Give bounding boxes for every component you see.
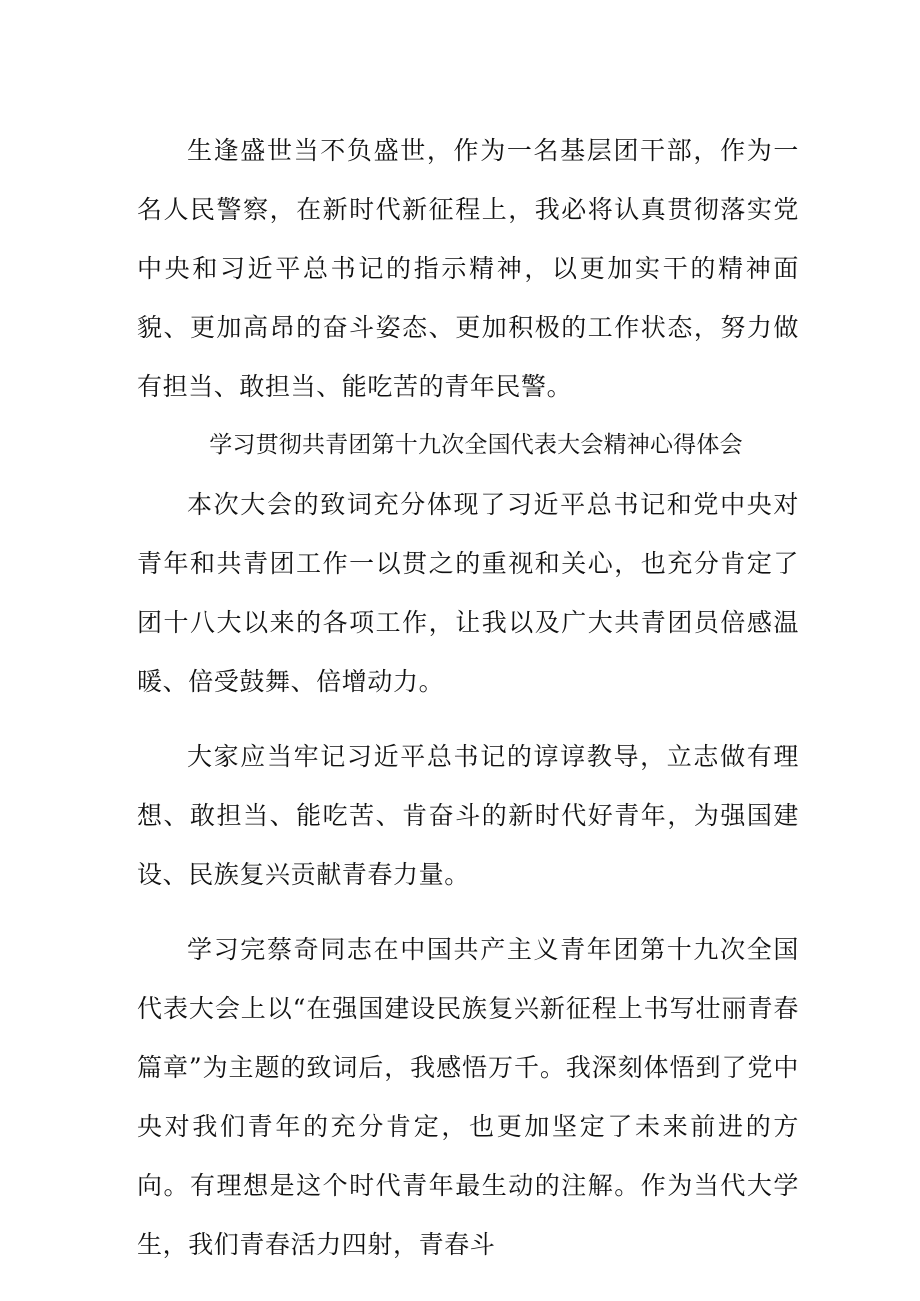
section-heading: 学习贯彻共青团第十九次全国代表大会精神心得体会 <box>209 432 743 458</box>
paragraph-closing-pledge: 生逢盛世当不负盛世，作为一名基层团干部，作为一名人民警察，在新时代新征程上，我必将认真贯彻落实党中央和习近平总书记的指示精神，以更加实干的精神面貌、更加高昂的奋斗姿态、更加积极的工作状态，努力做有担当、敢担当、能吃苦的青年民警。 <box>137 136 799 401</box>
paragraph-congress-speech: 本次大会的致词充分体现了习近平总书记和党中央对青年和共青团工作一以贯之的重视和关心，也充分肯定了团十八大以来的各项工作，让我以及广大共青团员倍感温暖、倍受鼓舞、倍增动力。 <box>137 490 799 696</box>
paragraph-youth-mission: 大家应当牢记习近平总书记的谆谆教导，立志做有理想、敢担当、能吃苦、肯奋斗的新时代好青年，为强国建设、民族复兴贡献青春力量。 <box>137 742 799 889</box>
paragraph-reflection: 学习完蔡奇同志在中国共产主义青年团第十九次全国代表大会上以“在强国建设民族复兴新征程上书写壮丽青春篇章”为主题的致词后，我感悟万千。我深刻体悟到了党中央对我们青年的充分肯定，也更加坚定了未来前进的方向。有理想是这个时代青年最生动的注解。作为当代大学生，我们青春活力四射，青春斗 <box>137 935 799 1259</box>
document-body <box>137 121 799 1274</box>
